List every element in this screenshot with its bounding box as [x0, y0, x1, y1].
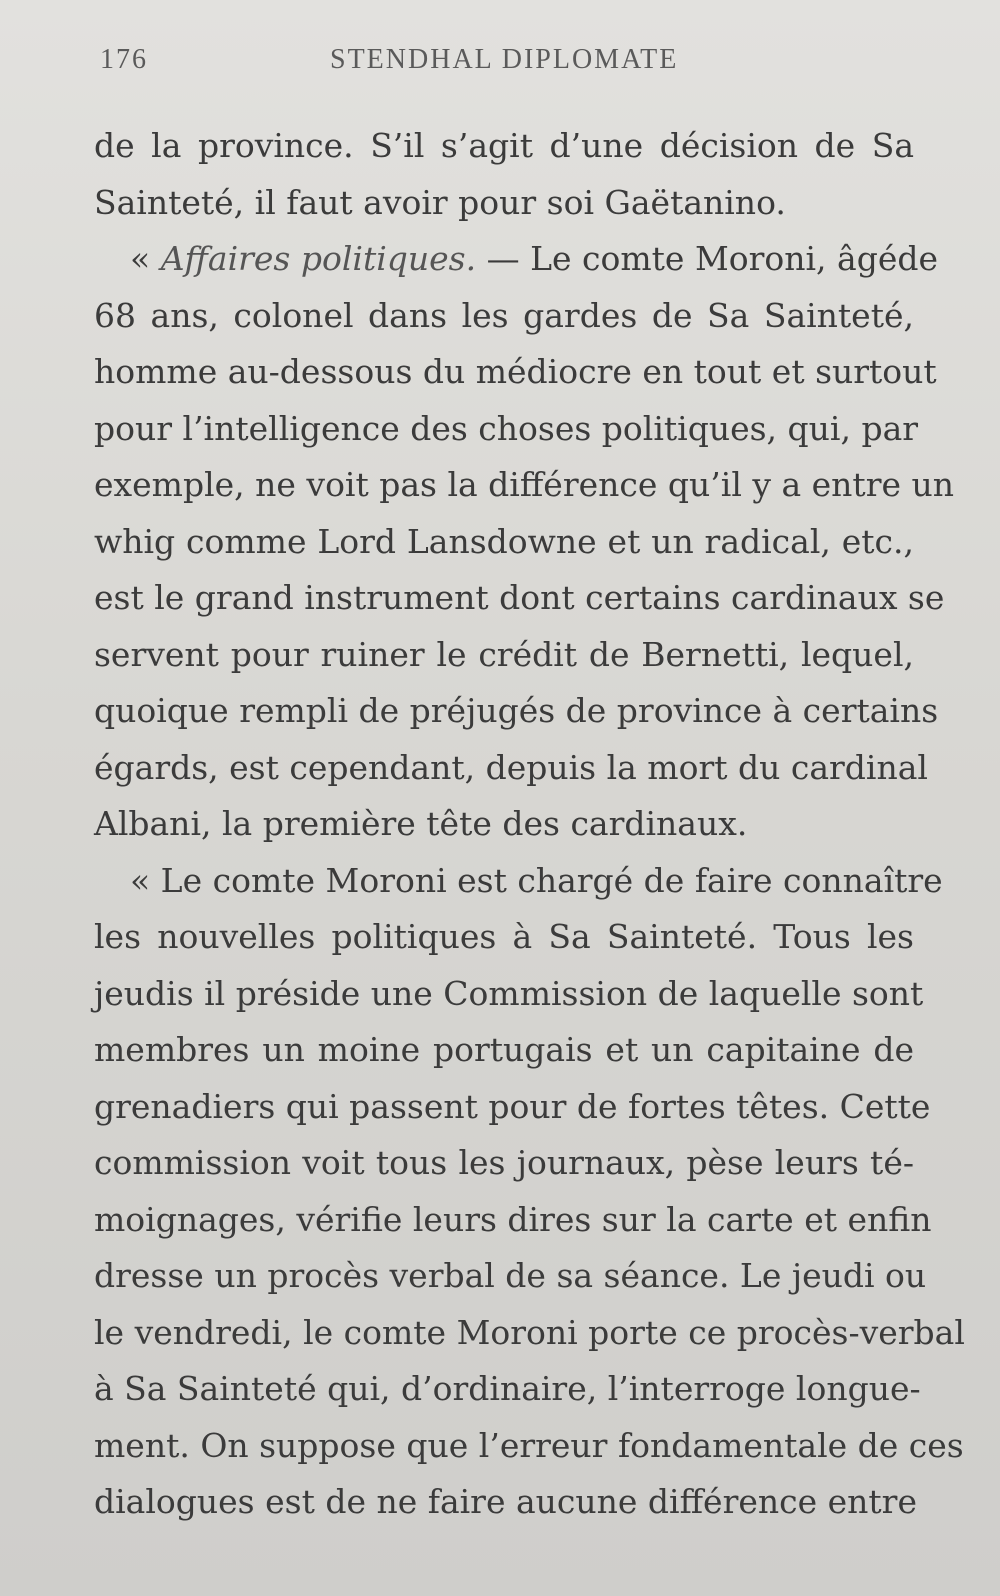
- section-heading-italic: Affaires politiques.: [160, 239, 477, 278]
- text-line: ment. On suppose que l’erreur fondamentale de ces: [94, 1425, 964, 1465]
- opening-quote: «: [130, 239, 161, 278]
- text-line: exemple, ne voit pas la différence qu’il y a entre un: [94, 465, 954, 504]
- running-title: STENDHAL DIPLOMATE: [330, 44, 679, 75]
- text-line: quoique rempli de préjugés de province à certains: [94, 691, 939, 730]
- text-line: de la province. S’il s’agit d’une décision de Sa: [94, 126, 914, 165]
- text-line: homme au-dessous du médiocre en tout et surtout: [94, 352, 937, 391]
- text-line: à Sa Sainteté qui, d’ordinaire, l’interroge longue-: [94, 1369, 921, 1408]
- text-line: est le grand instrument dont certains cardinaux se: [94, 578, 945, 617]
- text-line: Sainteté, il faut avoir pour soi Gaëtanino.: [94, 182, 786, 222]
- text-line: les nouvelles politiques à Sa Sainteté. Tous les: [94, 917, 914, 956]
- text-line: jeudis il préside une Commission de laquelle sont: [94, 973, 924, 1013]
- text-line: commission voit tous les journaux, pèse leurs té-: [94, 1143, 914, 1182]
- text-line: égards, est cependant, depuis la mort du cardinal: [94, 747, 928, 787]
- text-line: dialogues est de ne faire aucune différence entre: [94, 1482, 917, 1521]
- text-line: Albani, la première tête des cardinaux.: [94, 804, 748, 843]
- body-text: [94, 118, 965, 1531]
- text-line: moignages, vérifie leurs dires sur la carte et enfin: [94, 1199, 932, 1239]
- text-line: le vendredi, le comte Moroni porte ce procès-verbal: [94, 1312, 965, 1352]
- text-line: grenadiers qui passent pour de fortes têtes. Cette: [94, 1086, 931, 1126]
- page-number: 176: [100, 44, 148, 75]
- running-head: [0, 44, 1000, 84]
- text-line: [94, 231, 939, 288]
- text-line: membres un moine portugais et un capitaine de: [94, 1030, 914, 1069]
- text-line: « Le comte Moroni est chargé de faire connaître: [130, 860, 943, 900]
- text-line: pour l’intelligence des choses politiques, qui, par: [94, 408, 919, 448]
- text-line: whig comme Lord Lansdowne et un radical, etc.,: [94, 521, 914, 561]
- text-line: servent pour ruiner le crédit de Bernetti, lequel,: [94, 634, 914, 674]
- text-line-rest: — Le comte Moroni, âgéde: [476, 239, 939, 278]
- text-line: 68 ans, colonel dans les gardes de Sa Sainteté,: [94, 295, 914, 335]
- text-line: dresse un procès verbal de sa séance. Le jeudi ou: [94, 1256, 927, 1295]
